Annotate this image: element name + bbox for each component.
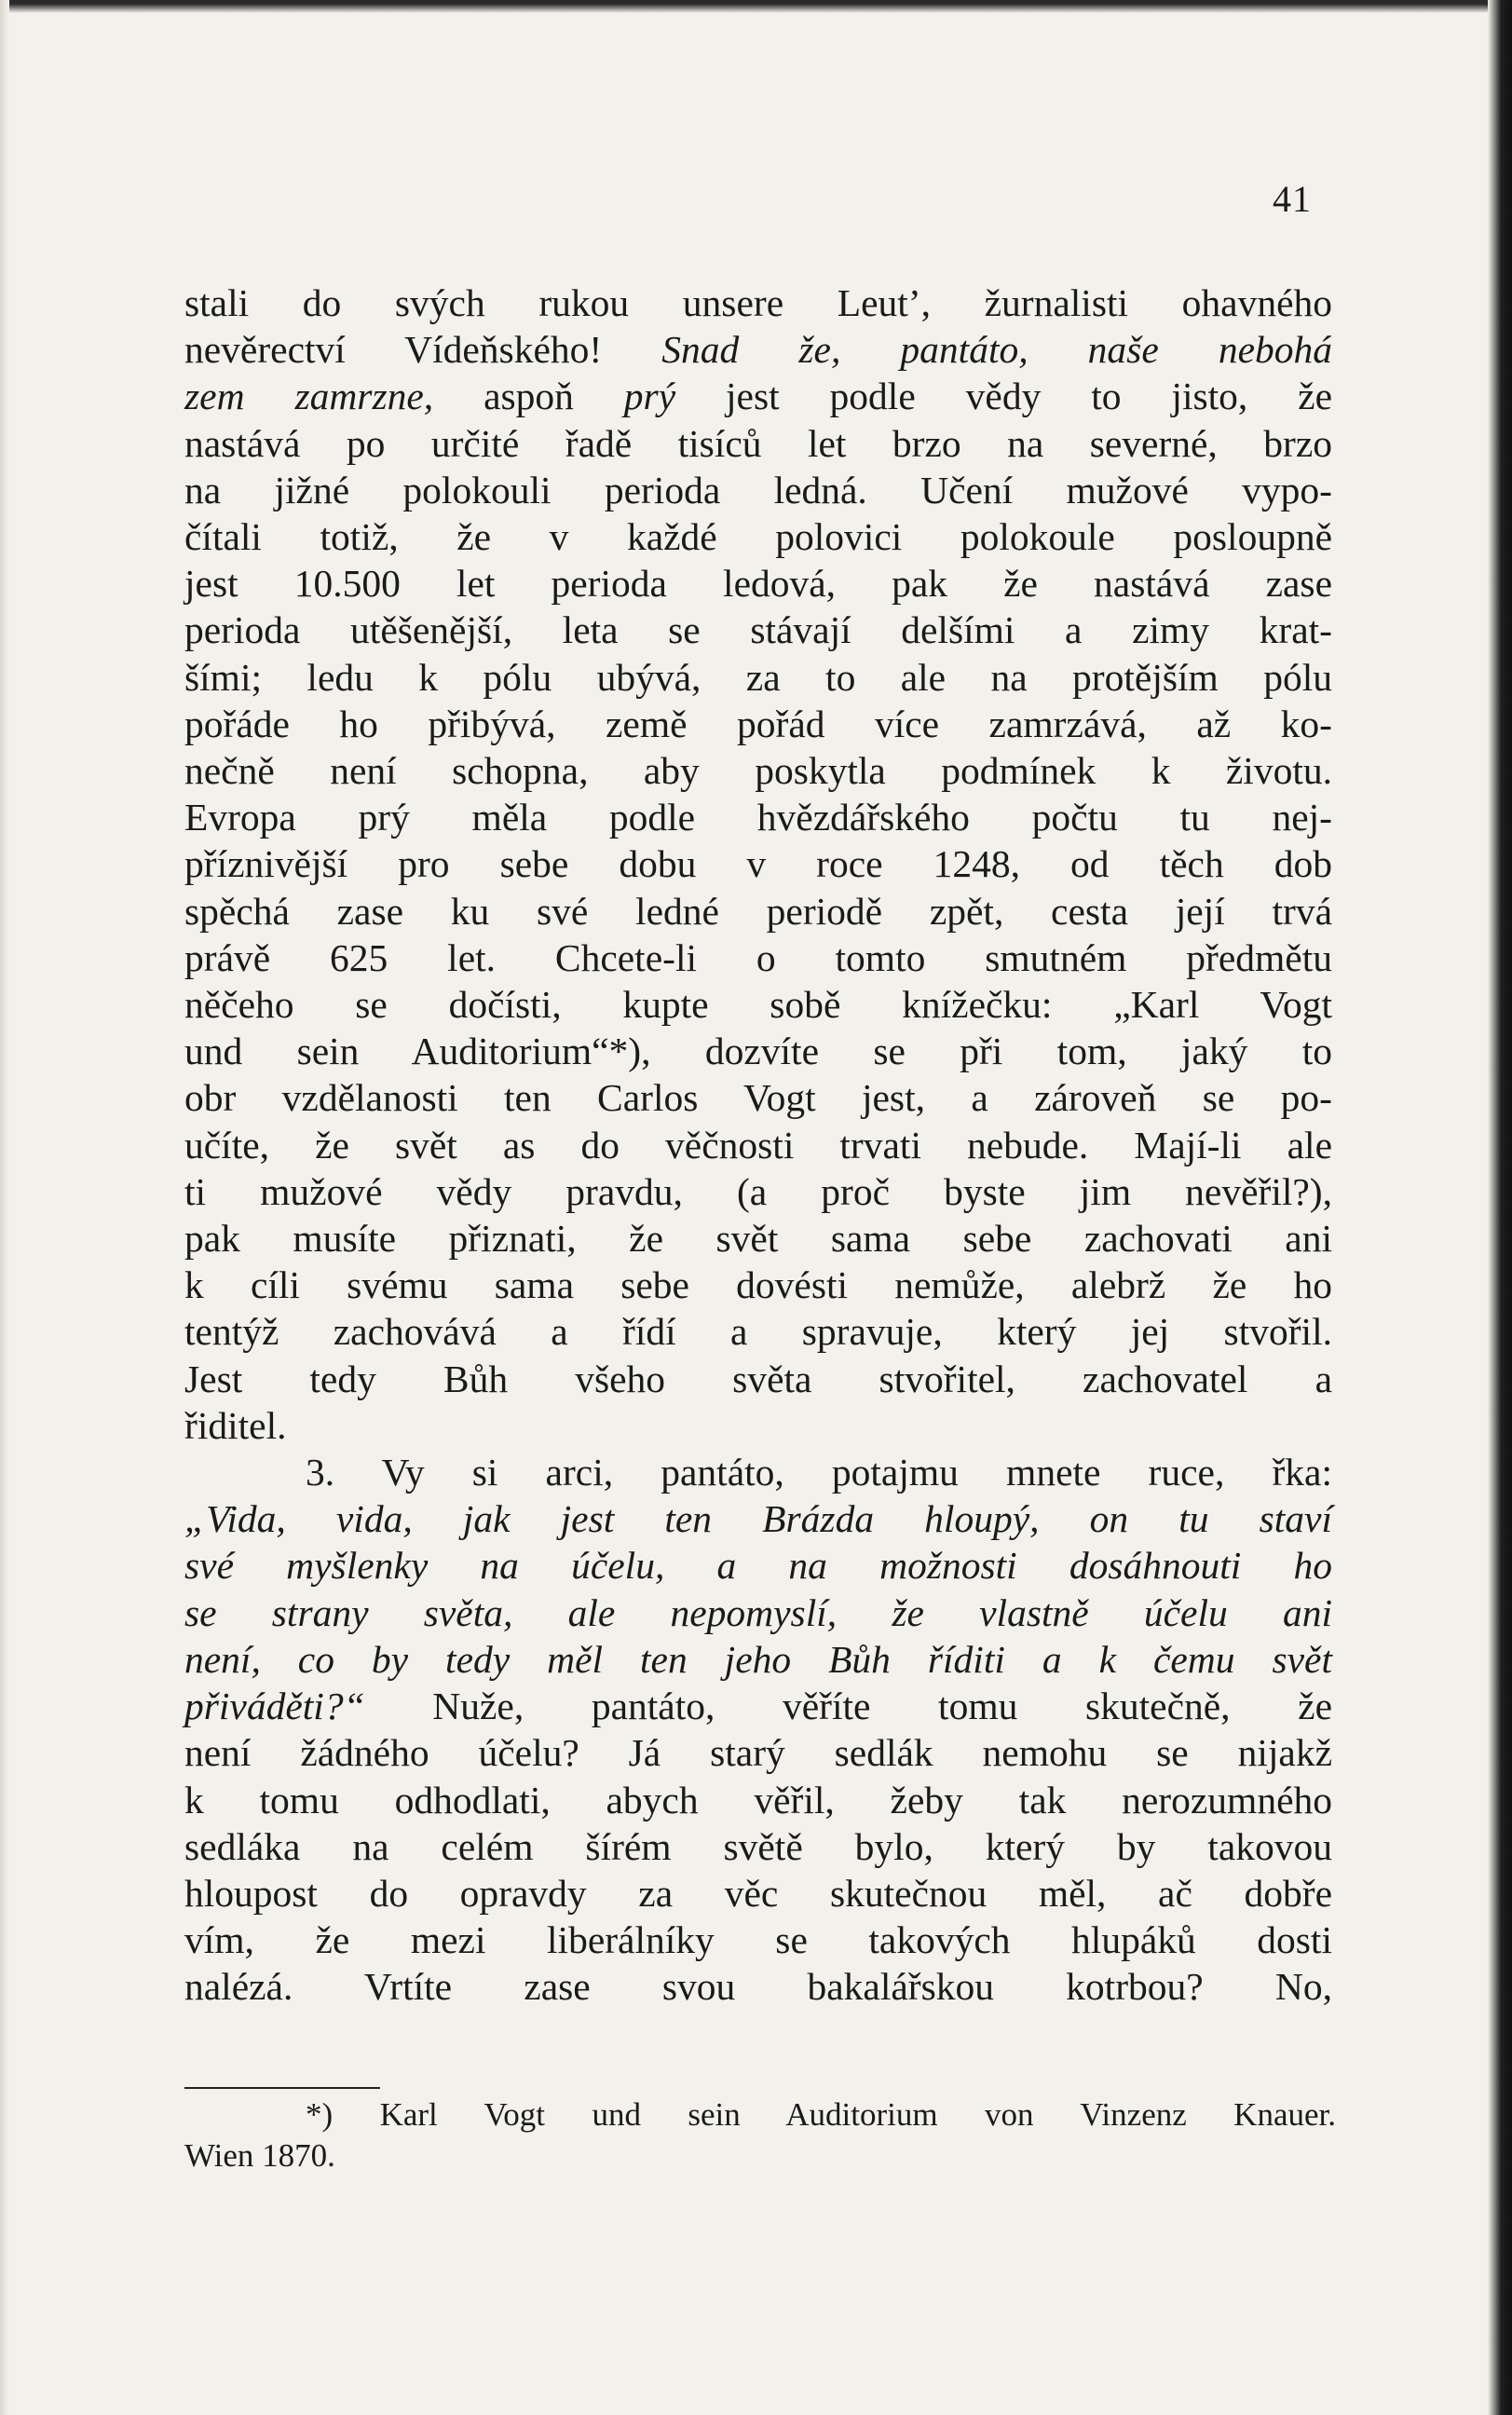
text-line: 3. Vy si arci, pantáto, potajmu mnete ruce, řka:	[306, 1451, 1332, 1494]
text-line: Jest tedy Bůh všeho světa stvořitel, zachovatel a	[184, 1357, 1332, 1400]
text-line: vím, že mezi liberálníky se takových hlupáků dosti	[184, 1918, 1332, 1962]
text-line: šími; ledu k pólu ubývá, za to ale na protějším pólu	[184, 655, 1332, 699]
text-line: sedláka na celém šírém světě bylo, který by takovou	[184, 1824, 1332, 1868]
text-line: není žádného účelu? Já starý sedlák nemohu se nijakž	[184, 1731, 1332, 1775]
text-line: učíte, že svět as do věčnosti trvati nebude. Mají-li ale	[184, 1123, 1332, 1167]
footnote-line: Wien 1870.	[184, 2137, 335, 2174]
body-text	[184, 280, 1332, 2011]
text-line: není, co by tedy měl ten jeho Bůh říditi a k čemu svět	[184, 1637, 1332, 1681]
page-right-edge	[1488, 0, 1512, 2415]
text-line: hloupost do opravdy za věc skutečnou měl, ač dobře	[184, 1871, 1332, 1915]
text-line: nevěrectví Vídeňského! Snad že, pantáto, naše nebohá	[184, 328, 1332, 372]
page-number: 41	[1273, 178, 1312, 220]
text-line: nalézá. Vrtíte zase svou bakalářskou kotrbou? No,	[184, 1965, 1332, 2009]
text-line: spěchá zase ku své ledné periodě zpět, cesta její trvá	[184, 889, 1332, 933]
footnote-divider	[184, 2087, 380, 2089]
text-line: perioda utěšenější, leta se stávají delšími a zimy krat-	[184, 608, 1332, 652]
text-line: zem zamrzne, aspoň prý jest podle vědy to jisto, že	[184, 375, 1333, 418]
footnote	[184, 2094, 1336, 2176]
page-left-edge	[0, 0, 9, 2415]
text-line: nečně není schopna, aby poskytla podmínek k životu.	[184, 749, 1332, 793]
text-line: jest 10.500 let perioda ledová, pak že nastává zase	[184, 562, 1332, 606]
text-line: řiditel.	[184, 1403, 287, 1447]
page-top-edge	[0, 0, 1512, 13]
text-line: obr vzdělanosti ten Carlos Vogt jest, a zároveň se po-	[184, 1076, 1332, 1120]
text-line: pak musíte přiznati, že svět sama sebe zachovati ani	[184, 1217, 1332, 1261]
text-line: stali do svých rukou unsere Leut’, žurnalisti ohavného	[184, 281, 1332, 324]
text-line: Evropa prý měla podle hvězdářského počtu tu nej-	[184, 796, 1332, 839]
text-line: „Vida, vida, jak jest ten Brázda hloupý, on tu staví	[184, 1497, 1332, 1541]
text-line: k tomu odhodlati, abych věřil, žeby tak nerozumného	[184, 1778, 1332, 1821]
text-line: se strany světa, ale nepomyslí, že vlastně účelu ani	[184, 1590, 1332, 1634]
text-line: nastává po určité řadě tisíců let brzo na severné, brzo	[184, 421, 1332, 465]
text-line: und sein Auditorium“*), dozvíte se při tom, jaký to	[184, 1030, 1332, 1073]
text-line: něčeho se dočísti, kupte sobě knížečku: „Karl Vogt	[184, 983, 1332, 1027]
text-line: své myšlenky na účelu, a na možnosti dosáhnouti ho	[184, 1544, 1332, 1588]
footnote-line: *) Karl Vogt und sein Auditorium von Vinzenz Knauer.	[306, 2096, 1336, 2133]
text-line: právě 625 let. Chcete-li o tomto smutném předmětu	[184, 935, 1332, 979]
text-line: příznivější pro sebe dobu v roce 1248, od těch dob	[184, 842, 1332, 886]
text-line: k cíli svému sama sebe dovésti nemůže, alebrž že ho	[184, 1263, 1332, 1307]
text-line: čítali totiž, že v každé polovici polokoule posloupně	[184, 515, 1332, 559]
text-line: ti mužové vědy pravdu, (a proč byste jim nevěřil?),	[184, 1169, 1332, 1213]
text-line: na jižné polokouli perioda ledná. Učení mužové vypo-	[184, 468, 1332, 512]
text-line: přiváděti?“ Nuže, pantáto, věříte tomu skutečně, že	[184, 1685, 1332, 1728]
text-line: tentýž zachovává a řídí a spravuje, který jej stvořil.	[184, 1310, 1332, 1354]
text-line: pořáde ho přibývá, země pořád více zamrzává, až ko-	[184, 702, 1332, 745]
